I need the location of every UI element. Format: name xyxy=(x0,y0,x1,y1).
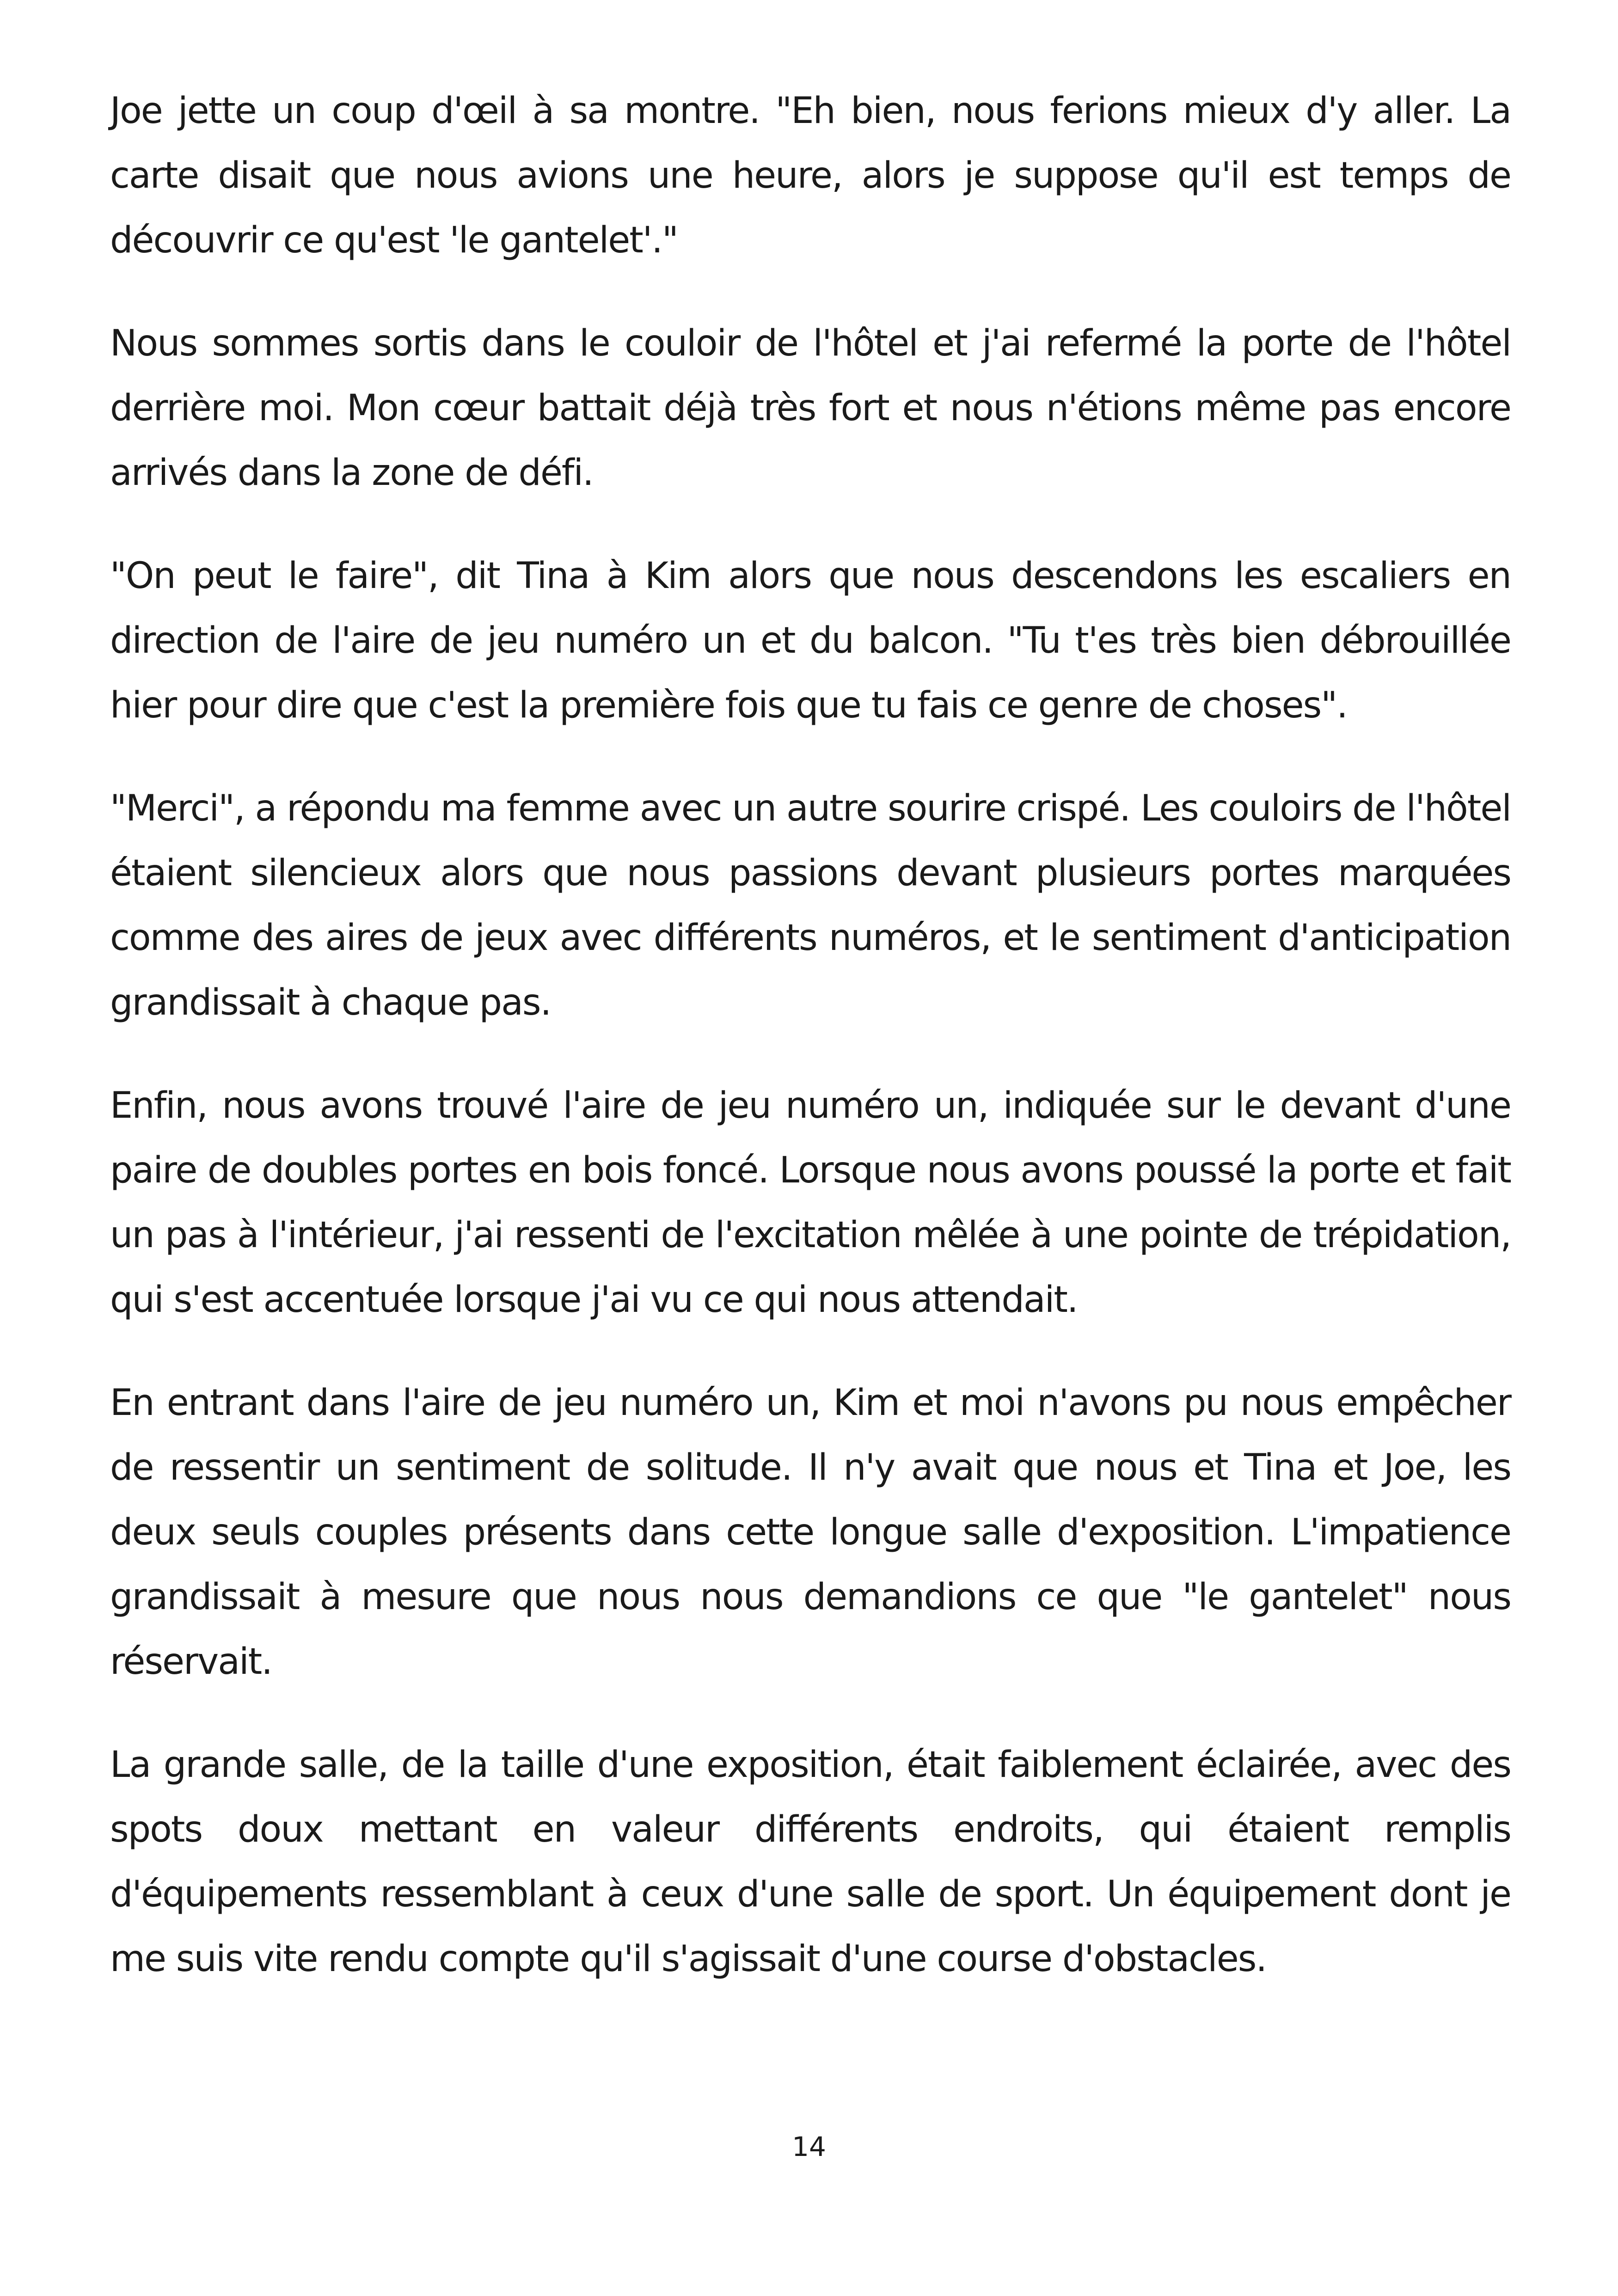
page-number: 14 xyxy=(792,2131,826,2162)
paragraph-3: "On peut le faire", dit Tina à Kim alors que nous descendons les escaliers en direction de l'aire de jeu numéro un et du balcon. "Tu t'es très bien débrouillée hier pour dire que c'est la première fois que tu fais ce genre de choses". xyxy=(110,555,1511,726)
paragraph-1: Joe jette un coup d'œil à sa montre. "Eh bien, nous ferions mieux d'y aller. La carte disait que nous avions une heure, alors je suppose qu'il est temps de découvrir ce qu'est 'le gantelet'." xyxy=(110,90,1511,261)
paragraph-7: La grande salle, de la taille d'une exposition, était faiblement éclairée, avec des spots doux mettant en valeur différents endroits, qui étaient remplis d'équipements ressemblant à ceux d'une salle de sport. Un équipement dont je me suis vite rendu compte qu'il s'agissait d'une course d'obstacles. xyxy=(110,1744,1511,1980)
paragraph-4: "Merci", a répondu ma femme avec un autre sourire crispé. Les couloirs de l'hôtel étaient silencieux alors que nous passions devant plusieurs portes marquées comme des aires de jeux avec différents numéros, et le sentiment d'anticipation grandissait à chaque pas. xyxy=(110,788,1511,1023)
paragraph-6: En entrant dans l'aire de jeu numéro un, Kim et moi n'avons pu nous empêcher de ressentir un sentiment de solitude. Il n'y avait que nous et Tina et Joe, les deux seuls couples présents dans cette longue salle d'exposition. L'impatience grandissait à mesure que nous nous demandions ce que "le gantelet" nous réservait. xyxy=(110,1382,1511,1683)
body-text xyxy=(110,79,1511,1991)
paragraph-2: Nous sommes sortis dans le couloir de l'hôtel et j'ai refermé la porte de l'hôtel derrière moi. Mon cœur battait déjà très fort et nous n'étions même pas encore arrivés dans la zone de défi. xyxy=(110,323,1511,494)
paragraph-5: Enfin, nous avons trouvé l'aire de jeu numéro un, indiquée sur le devant d'une paire de doubles portes en bois foncé. Lorsque nous avons poussé la porte et fait un pas à l'intérieur, j'ai ressenti de l'excitation mêlée à une pointe de trépidation, qui s'est accentuée lorsque j'ai vu ce qui nous attendait. xyxy=(110,1085,1511,1321)
